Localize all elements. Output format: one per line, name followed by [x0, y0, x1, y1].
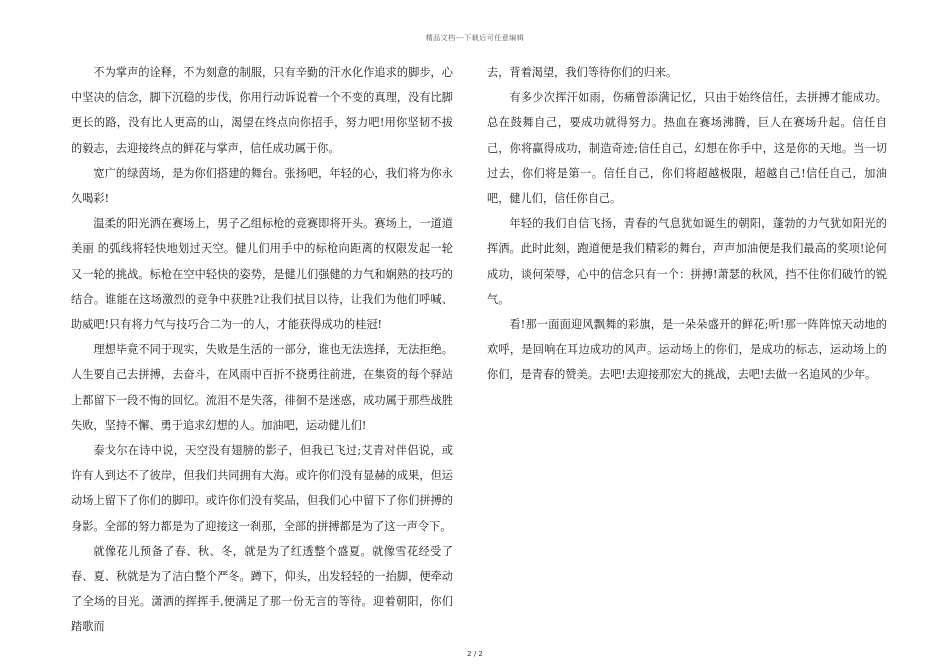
body-paragraph-6-continuation: 去，背着渴望，我们等待你们的归来。 — [487, 66, 678, 79]
body-paragraph-2: 宽广的绿茵场，是为你们搭建的舞台。张扬吧，年轻的心，我们将为你永久喝彩! — [71, 166, 453, 206]
page-number: 2 / 2 — [467, 650, 483, 658]
right-text-column — [487, 60, 887, 388]
body-paragraph-8: 年轻的我们自信飞扬，青春的气息犹如诞生的朝阳，蓬勃的力气犹如阳光的挥洒。此时此刻，跑道便是我们精彩的舞台，声声加油便是我们最高的奖项!论何成功，谈何荣辱，心中的信念只有一个：拼搏!萧瑟的秋风，挡不住你们破竹的锐气。 — [487, 217, 887, 306]
body-paragraph-7: 有多少次挥汗如雨，伤痛曾添满记忆，只由于始终信任，去拼搏才能成功。总在鼓舞自己，要成功就得努力。热血在赛场沸腾，巨人在赛场升起。信任自己，你将赢得成功，制造奇迹;信任自己，幻想在你手中，这是你的天地。当一切过去，你们将是第一。信任自己，你们将超越极限，超越自己!信任自己，加油吧，健儿们，信任你自己。 — [487, 91, 887, 206]
left-text-column — [71, 60, 453, 640]
body-paragraph-9: 看!那一面面迎风飘舞的彩旗，是一朵朵盛开的鲜花;听!那一阵阵惊天动地的欢呼，是回响在耳边成功的风声。运动场上的你们，是成功的标志，运动场上的你们，是青春的赞美。去吧!去迎接那宏大的挑战，去吧!去做一名追风的少年。 — [487, 318, 887, 382]
body-paragraph-3: 温柔的阳光洒在赛场上，男子乙组标枪的竞赛即将开头。赛场上，一道道美丽 的弧线将轻快地划过天空。健儿们用手中的标枪向距离的权限发起一轮又一轮的挑战。标枪在空中轻快的姿势，是健儿们强健的力气和娴熟的技巧的结合。谁能在这场激烈的竞争中获胜?让我们拭目以待，让我们为他们呼喊、助威吧!只有将力气与技巧合二为一的人，才能获得成功的桂冠! — [71, 217, 453, 332]
body-paragraph-6: 就像花儿预备了春、秋、冬，就是为了红透整个盛夏。就像雪花经受了春、夏、秋就是为了洁白整个严冬。蹲下，仰头，出发轻轻的一抬脚，便牵动了全场的目光。潇洒的挥挥手,便满足了那一份无言的等待。迎着朝阳，你们踏歌而 — [71, 544, 453, 634]
page-header: 精品文档---下载后可任意编辑 — [425, 34, 525, 42]
body-paragraph-4: 理想毕竟不同于现实，失败是生活的一部分，谁也无法选择，无法拒绝。人生要自己去拼搏，去奋斗，在风雨中百折不挠勇往前进，在集资的每个驿站上都留下一段不悔的回忆。流泪不是失落，徘徊不是迷惑，成功属于那些战胜失败，坚持不懈、勇于追求幻想的人。加油吧，运动健儿们! — [71, 343, 453, 432]
body-paragraph-5: 泰戈尔在诗中说，天空没有翅膀的影子，但我已飞过;艾青对伴侣说，或许有人到达不了彼岸，但我们共同拥有大海。或许你们没有显赫的成果，但运动场上留下了你们的脚印。或许你们没有奖品，但我们心中留下了你们拼搏的身影。全部的努力都是为了迎接这一刹那，全部的拼搏都是为了这一声令下。 — [71, 444, 453, 533]
body-paragraph-1: 不为掌声的诠释，不为刻意的制服，只有辛勤的汗水化作追求的脚步，心中坚决的信念，脚下沉稳的步伐，你用行动诉说着一个不变的真理，没有比脚更长的路，没有比人更高的山，渴望在终点向你招手，努力吧!用你坚韧不拔的毅志，去迎接终点的鲜花与掌声，信任成功属于你。 — [71, 66, 453, 155]
